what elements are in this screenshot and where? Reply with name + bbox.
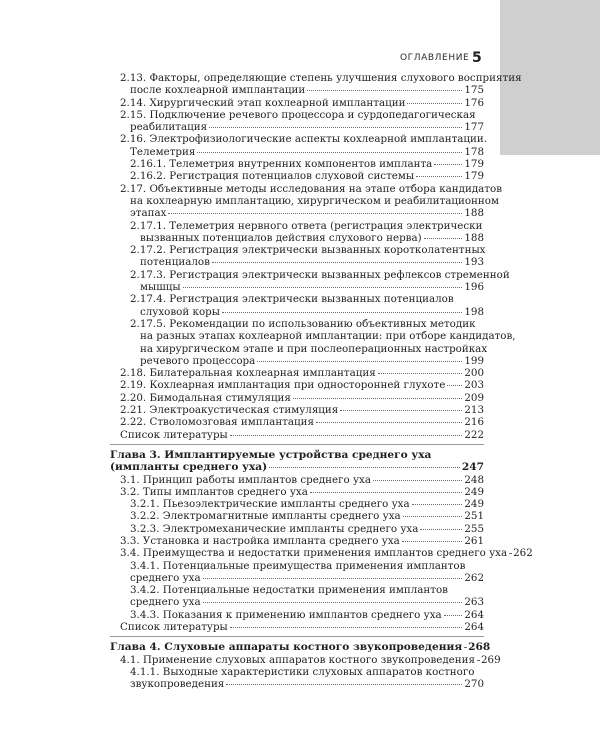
toc-entry [110, 498, 484, 510]
toc-page-number: 255 [464, 522, 484, 535]
toc-entry-title: 2.17.5. Рекомендации по использованию объективных методик [130, 317, 476, 330]
toc-entry-title: среднего уха [130, 596, 201, 609]
toc-page-number: 179 [464, 170, 484, 183]
dot-leader [203, 602, 463, 603]
toc-entry-title: 2.16.1. Телеметрия внутренних компонентов импланта [130, 158, 433, 171]
dot-leader [420, 529, 462, 530]
toc-entry-title: 2.17.4. Регистрация электрически вызванных потенциалов [130, 293, 454, 306]
dot-leader [464, 647, 466, 648]
toc-entry [110, 268, 510, 281]
toc-page-number: 270 [464, 678, 484, 691]
dot-leader [509, 553, 511, 554]
toc-entry-title: речевого процессора [140, 354, 256, 367]
toc-entry-title: 4.1.1. Выходные характеристики слуховых аппаратов костного [130, 665, 475, 678]
dot-leader [340, 410, 462, 411]
toc-entry [110, 133, 488, 146]
toc-entry-title: 2.17. Объективные методы исследования на этапе отбора кандидатов [120, 182, 503, 195]
toc-entry [110, 170, 484, 182]
table-of-contents [110, 72, 533, 691]
toc-entry [110, 84, 484, 96]
dot-leader [269, 467, 460, 468]
toc-entry-title: после кохлеарной имплантации [130, 84, 306, 97]
toc-entry [110, 404, 484, 416]
toc-page-number: 264 [464, 621, 484, 634]
toc-entry [110, 244, 484, 256]
toc-page-number: 178 [464, 145, 484, 158]
dot-leader [378, 373, 463, 374]
toc-entry-title: звукопроведения [130, 678, 225, 691]
toc-chapter-heading [110, 641, 491, 654]
toc-entry [110, 474, 484, 486]
toc-entry-title: слуховой коры [140, 305, 220, 318]
toc-page-number: 251 [464, 510, 484, 523]
toc-entry-title: 2.19. Кохлеарная имплантация при односторонней глухоте [120, 379, 446, 392]
toc-entry [110, 584, 484, 596]
dot-leader [444, 615, 463, 616]
toc-page-number: 269 [481, 653, 501, 666]
toc-entry [110, 72, 522, 84]
dot-leader [407, 103, 462, 104]
dot-leader [203, 578, 463, 579]
toc-entry [110, 281, 484, 293]
toc-page-number: 177 [464, 121, 484, 134]
toc-page-number: 264 [464, 608, 484, 621]
toc-entry [110, 653, 501, 666]
toc-entry-title: на хирургическом этапе и при послеоперационных настройках [140, 342, 488, 355]
dot-leader [416, 176, 462, 177]
dot-leader [373, 480, 462, 481]
toc-entry [110, 97, 484, 109]
dot-leader [222, 312, 462, 313]
toc-entry-title: мышцы [140, 281, 181, 294]
dot-leader [212, 262, 462, 263]
dot-leader [257, 361, 462, 362]
toc-entry [110, 306, 484, 318]
toc-entry-title: среднего уха [130, 571, 201, 584]
toc-entry [110, 232, 484, 244]
toc-entry-title: 2.16.2. Регистрация потенциалов слуховой системы [130, 170, 415, 183]
toc-page-number: 203 [464, 379, 484, 392]
dot-leader [316, 422, 462, 423]
toc-entry-title: 2.22. Стволомозговая имплантация [120, 416, 315, 429]
toc-entry [110, 392, 484, 404]
toc-entry-title: Список литературы [120, 428, 228, 441]
dot-leader [447, 385, 462, 386]
dot-leader [226, 684, 462, 685]
toc-entry-title: 2.17.1. Телеметрия нервного ответа (регистрация электрически [130, 219, 483, 232]
toc-entry-title: 3.2. Типы имплантов среднего уха [120, 485, 308, 498]
toc-entry-title: реабилитация [130, 121, 208, 134]
toc-page-number: 216 [464, 416, 484, 429]
toc-page-number: 222 [464, 428, 484, 441]
toc-entry [110, 146, 484, 158]
toc-entry-title: Телеметрия [130, 145, 196, 158]
toc-entry-title: 2.18. Билатеральная кохлеарная имплантация [120, 367, 376, 380]
page-number: 5 [472, 50, 482, 66]
toc-entry [110, 666, 484, 678]
toc-entry [110, 416, 484, 428]
dot-leader [412, 504, 463, 505]
toc-entry [110, 293, 484, 305]
toc-entry [110, 429, 484, 441]
toc-page-number: 175 [464, 84, 484, 97]
toc-entry [110, 560, 484, 572]
dot-leader [403, 516, 463, 517]
toc-entry [110, 535, 484, 547]
toc-entry-title: (импланты среднего уха) [110, 461, 268, 474]
toc-entry-title: 2.15. Подключение речевого процессора и сурдопедагогическая [120, 108, 476, 121]
toc-entry [110, 572, 484, 584]
toc-entry-title: Глава 3. Имплантируемые устройства среднего уха [110, 448, 432, 461]
toc-entry-title: 3.4.2. Потенциальные недостатки применения имплантов [130, 584, 448, 597]
dot-leader [168, 213, 462, 214]
toc-page-number: 200 [464, 367, 484, 380]
chapter-divider [110, 636, 484, 637]
toc-page-number: 188 [464, 207, 484, 220]
toc-entry-title: 2.14. Хирургический этап кохлеарной имплантации [120, 96, 406, 109]
toc-entry-title: Список литературы [120, 621, 228, 634]
toc-entry [110, 330, 516, 343]
toc-entry-title: 3.4.1. Потенциальные преимущества применения имплантов [130, 559, 466, 572]
toc-entry-title: 3.4.3. Показания к применению имплантов среднего уха [130, 608, 442, 621]
toc-page-number: 268 [468, 641, 491, 654]
toc-page-number: 248 [464, 473, 484, 486]
toc-entry [110, 523, 484, 535]
toc-page-number: 198 [464, 305, 484, 318]
toc-entry-title: 3.1. Принцип работы имплантов среднего уха [120, 473, 371, 486]
toc-entry [110, 220, 484, 232]
toc-entry [110, 379, 484, 391]
dot-leader [293, 398, 462, 399]
toc-entry [110, 158, 484, 170]
toc-entry-title: Глава 4. Слуховые аппараты костного звукопроведения [110, 641, 463, 654]
toc-page-number: 261 [464, 534, 484, 547]
toc-page-number: 209 [464, 391, 484, 404]
dot-leader [230, 627, 463, 628]
toc-page-number: 263 [464, 596, 484, 609]
toc-entry-title: 2.21. Электроакустическая стимуляция [120, 404, 339, 417]
toc-entry [110, 207, 484, 219]
toc-page-number: 213 [464, 404, 484, 417]
toc-entry-title: 2.16. Электрофизиологические аспекты кохлеарной имплантации. [120, 133, 488, 146]
toc-entry [110, 355, 484, 367]
toc-entry [110, 547, 533, 560]
toc-page-number: 199 [464, 354, 484, 367]
toc-page-number: 179 [464, 158, 484, 171]
toc-entry [110, 486, 484, 498]
chapter-divider [110, 444, 484, 445]
toc-page-number: 188 [464, 231, 484, 244]
running-head: ОГЛАВЛЕНИЕ [400, 53, 470, 63]
dot-leader [307, 90, 462, 91]
toc-page-number: 247 [461, 461, 484, 474]
toc-page-number: 176 [464, 96, 484, 109]
toc-page-number: 193 [464, 256, 484, 269]
dot-leader [424, 238, 463, 239]
toc-entry-title: 4.1. Применение слуховых аппаратов костного звукопроведения [120, 653, 475, 666]
toc-entry-title: 3.2.3. Электромеханические импланты среднего уха [130, 522, 419, 535]
dot-leader [197, 152, 462, 153]
toc-entry [110, 342, 488, 355]
dot-leader [434, 164, 462, 165]
toc-entry-title: этапах [130, 207, 167, 220]
toc-entry [110, 596, 484, 608]
toc-entry [110, 510, 484, 522]
toc-page-number: 249 [464, 485, 484, 498]
toc-entry-title: 2.17.3. Регистрация электрически вызванных рефлексов стременной [130, 268, 510, 281]
toc-entry-title: 2.13. Факторы, определяющие степень улучшения слухового восприятия [120, 72, 522, 84]
toc-entry-title: 2.17.2. Регистрация электрически вызванных коротколатентных [130, 244, 486, 257]
toc-entry [110, 318, 484, 330]
toc-entry [110, 609, 484, 621]
toc-entry-title: на кохлеарную имплантацию, хирургическом и реабилитационном [130, 194, 499, 207]
dot-leader [402, 541, 463, 542]
toc-chapter-heading [110, 461, 484, 473]
toc-entry-title: 2.20. Бимодальная стимуляция [120, 391, 291, 404]
dot-leader [310, 492, 462, 493]
toc-entry-title: 3.2.1. Пьезоэлектрические импланты среднего уха [130, 498, 410, 511]
dot-leader [183, 287, 463, 288]
toc-page-number: 262 [464, 571, 484, 584]
toc-entry-title: 3.3. Установка и настройка импланта среднего уха [120, 534, 400, 547]
dot-leader [230, 435, 463, 436]
toc-entry [110, 678, 484, 690]
dot-leader [209, 127, 462, 128]
toc-entry [110, 109, 484, 121]
toc-chapter-heading [110, 449, 484, 461]
toc-entry-title: 3.2.2. Электромагнитные импланты среднего уха [130, 510, 401, 523]
dot-leader [477, 660, 479, 661]
toc-entry-title: на разных этапах кохлеарной имплантации: при отборе кандидатов, [140, 330, 516, 343]
toc-entry [110, 256, 484, 268]
toc-entry [110, 621, 484, 633]
toc-entry [110, 194, 499, 207]
toc-entry-title: вызванных потенциалов действия слухового нерва) [140, 231, 422, 244]
toc-entry-title: 3.4. Преимущества и недостатки применения имплантов среднего уха [120, 547, 508, 560]
toc-page-number: 262 [513, 547, 533, 560]
toc-entry-title: потенциалов [140, 256, 210, 269]
toc-page-number: 249 [464, 498, 484, 511]
toc-entry [110, 367, 484, 379]
toc-page-number: 196 [464, 281, 484, 294]
toc-entry [110, 121, 484, 133]
toc-entry [110, 182, 503, 195]
